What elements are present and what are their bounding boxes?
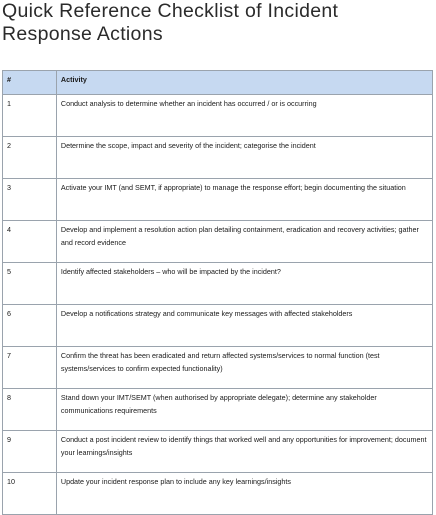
row-activity: Develop and implement a resolution action plan detailing containment, eradication and recovery activities; gather and record evidence — [56, 221, 432, 263]
table-row — [3, 473, 433, 515]
row-number: 6 — [3, 305, 57, 347]
row-number: 8 — [3, 389, 57, 431]
row-activity: Identify affected stakeholders – who will be impacted by the incident? — [56, 263, 432, 305]
row-number: 10 — [3, 473, 57, 515]
row-number: 2 — [3, 137, 57, 179]
row-activity: Update your incident response plan to include any key learnings/insights — [56, 473, 432, 515]
table-row — [3, 431, 433, 473]
table-header-row — [3, 71, 433, 95]
row-number: 4 — [3, 221, 57, 263]
page-title: Quick Reference Checklist of Incident Response Actions — [2, 0, 339, 45]
row-activity: Confirm the threat has been eradicated and return affected systems/services to normal function (test systems/services to confirm expected functionality) — [56, 347, 432, 389]
row-activity: Conduct a post incident review to identify things that worked well and any opportunities for improvement; document your learnings/insights — [56, 431, 432, 473]
row-number: 9 — [3, 431, 57, 473]
table-row — [3, 95, 433, 137]
row-number: 3 — [3, 179, 57, 221]
table-row — [3, 137, 433, 179]
column-header-activity: Activity — [56, 71, 432, 95]
table-row — [3, 347, 433, 389]
row-activity: Develop a notifications strategy and communicate key messages with affected stakeholders — [56, 305, 432, 347]
checklist-table — [2, 70, 433, 515]
table-row — [3, 263, 433, 305]
row-activity: Conduct analysis to determine whether an incident has occurred / or is occurring — [56, 95, 432, 137]
table-row — [3, 179, 433, 221]
row-number: 5 — [3, 263, 57, 305]
table-row — [3, 221, 433, 263]
row-activity: Stand down your IMT/SEMT (when authorised by appropriate delegate); determine any stakeholder communications requirements — [56, 389, 432, 431]
row-number: 1 — [3, 95, 57, 137]
table-row — [3, 389, 433, 431]
row-number: 7 — [3, 347, 57, 389]
row-activity: Determine the scope, impact and severity of the incident; categorise the incident — [56, 137, 432, 179]
row-activity: Activate your IMT (and SEMT, if appropriate) to manage the response effort; begin documenting the situation — [56, 179, 432, 221]
table-row — [3, 305, 433, 347]
column-header-number: # — [3, 71, 57, 95]
